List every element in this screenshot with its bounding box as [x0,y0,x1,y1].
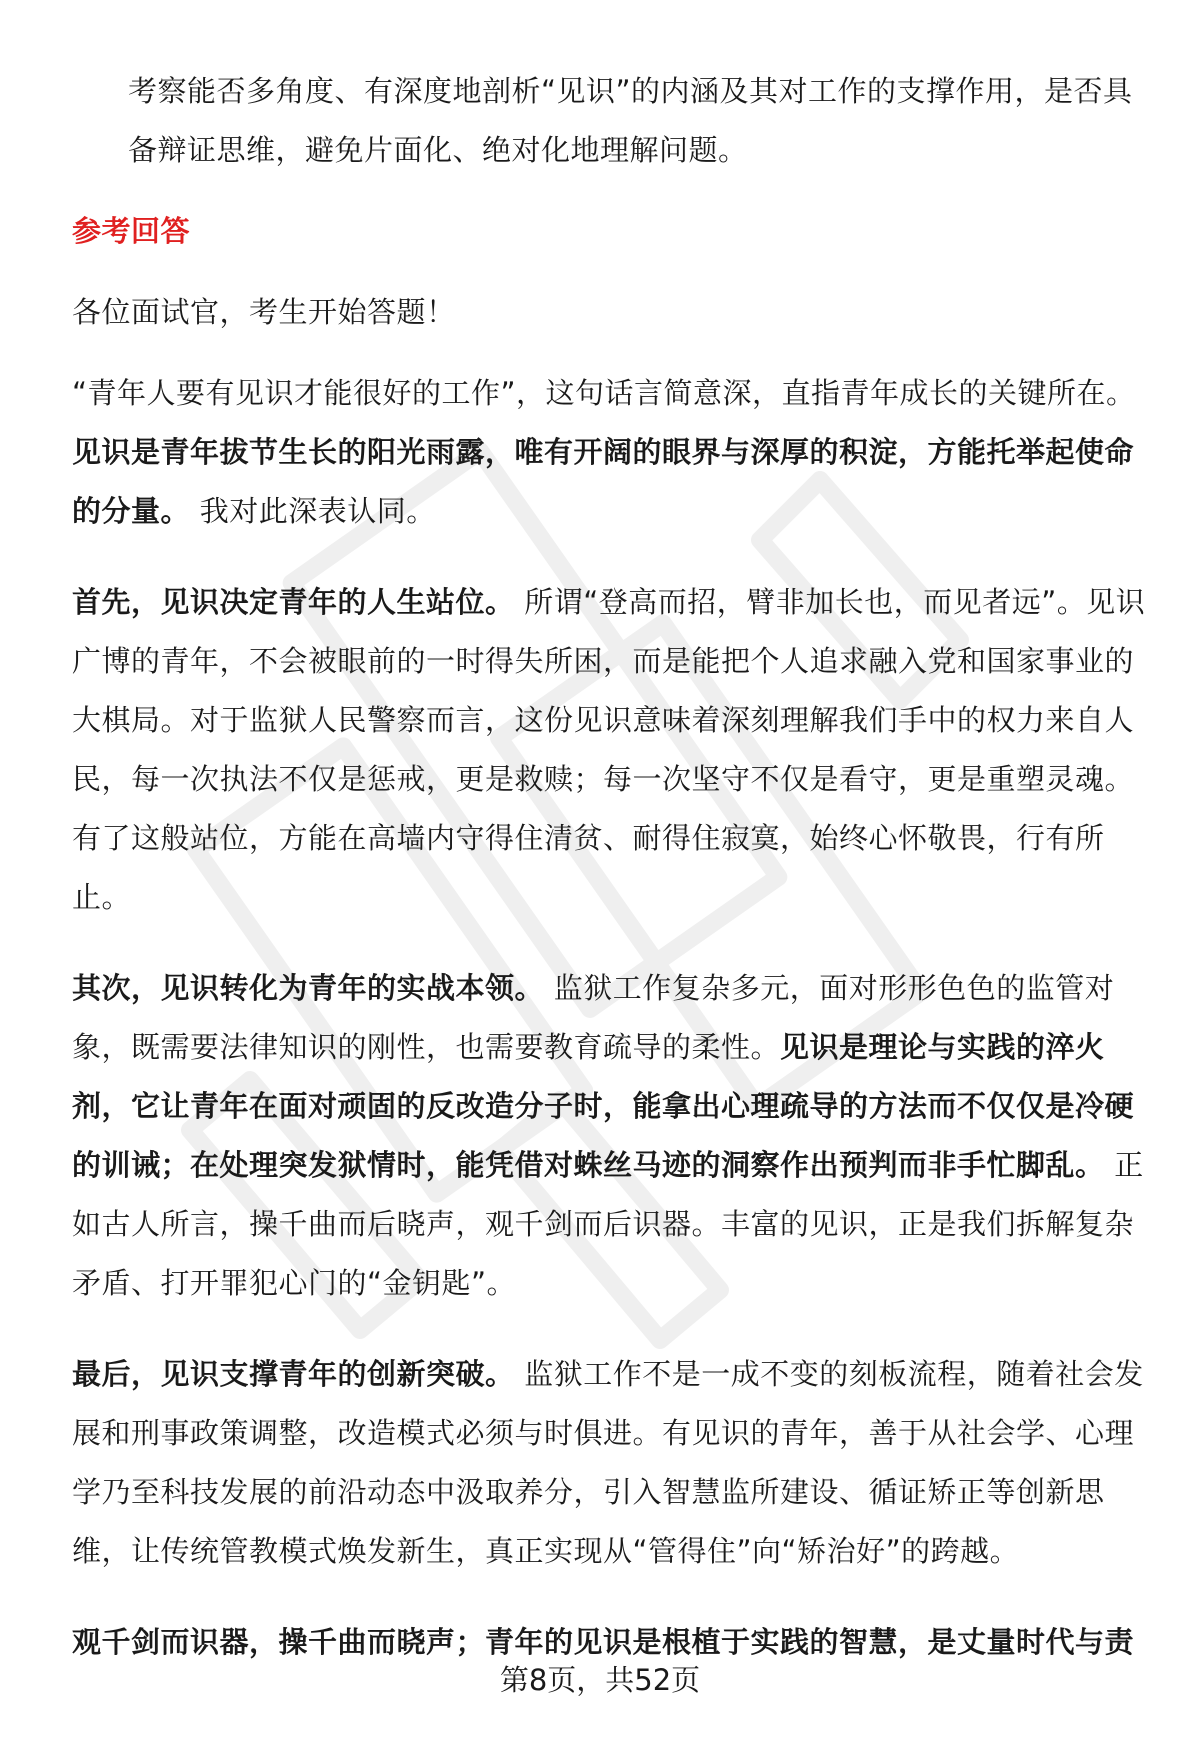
reference-answer-heading: 参考回答 [72,214,191,248]
third-point-text: 监狱工作不是一成不变的刻板流程，随着社会发展和刑事政策调整，改造模式必须与时俱进。有见识的青年，善于从社会学、心理学乃至科技发展的前沿动态中汲取养分，引入智慧监所建设、循证矫正等创新思维，让传统管教模式焕发新生，真正实现从“管得住”向“矫治好”的跨越。 [72,1357,1144,1568]
question-analysis-text: 考察能否多角度、有深度地剖析“见识”的内涵及其对工作的支撑作用，是否具备辩证思维，避免片面化、绝对化地理解问题。 [128,74,1133,167]
document-body [72,62,1152,1672]
second-point-bold-text: 见识是理论与实践的淬火剂，它让青年在面对顽固的反改造分子时，能拿出心理疏导的方法而不仅仅是冷硬的训诫；在处理突发狱情时，能凭借对蛛丝马迹的洞察作出预判而非手忙脚乱。 [72,1030,1135,1182]
second-point-text: 监狱工作复杂多元，面对形形色色的监管对象，既需要法律知识的刚性，也需要教育疏导的柔性。 [72,971,1115,1064]
question-analysis-paragraph [72,62,1152,180]
opening-lead-text: “青年人要有见识才能很好的工作”，这句话言简意深，直指青年成长的关键所在。 [72,376,1136,410]
opening-bold-text: 见识是青年拔节生长的阳光雨露，唯有开阔的眼界与深厚的积淀，方能托举起使命的分量。 [72,435,1135,528]
opening-tail-text: 我对此深表认同。 [190,494,436,528]
opening-paragraph [72,364,1152,541]
second-point-heading: 其次，见识转化为青年的实战本领。 [72,971,545,1005]
second-point-paragraph [72,959,1152,1313]
first-point-text: 所谓“登高而招，臂非加长也，而见者远”。见识广博的青年，不会被眼前的一时得失所困，而是能把个人追求融入党和国家事业的大棋局。对于监狱人民警察而言，这份见识意味着深刻理解我们手中的权力来自人民，每一次执法不仅是惩戒，更是救赎；每一次坚守不仅是看守，更是重塑灵魂。有了这般站位，方能在高墙内守得住清贫、耐得住寂寞，始终心怀敬畏，行有所止。 [72,585,1146,914]
second-point-tail-text: 正如古人所言，操千曲而后晓声，观千剑而后识器。丰富的见识，正是我们拆解复杂矛盾、打开罪犯心门的“金钥匙”。 [72,1148,1144,1300]
greeting-paragraph: 各位面试官，考生开始答题！ [72,295,456,329]
third-point-paragraph [72,1345,1152,1581]
first-point-heading: 首先，见识决定青年的人生站位。 [72,585,515,619]
first-point-paragraph [72,573,1152,927]
third-point-heading: 最后，见识支撑青年的创新突破。 [72,1357,515,1391]
closing-bold-text: 观千剑而识器，操千曲而晓声；青年的见识是根植于实践的智慧，是丈量时代与责 [72,1625,1135,1659]
page-number-footer: 第8页，共52页 [499,1663,701,1697]
